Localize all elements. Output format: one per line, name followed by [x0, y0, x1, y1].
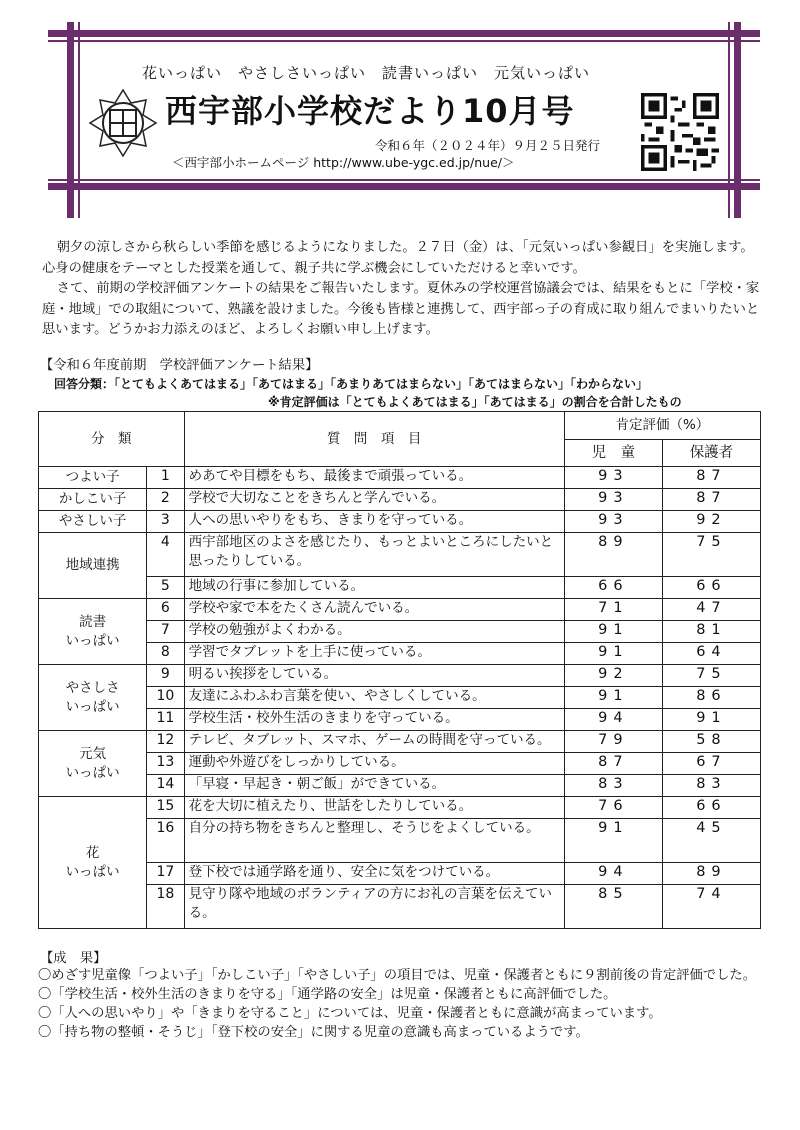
table-row	[39, 577, 761, 599]
table-row	[39, 753, 761, 775]
table-row	[39, 665, 761, 687]
table-row	[39, 797, 761, 819]
row-number: 4	[147, 533, 184, 577]
homepage-link[interactable]: ＜西宇部小ホームページ http://www.ube-ygc.ed.jp/nue/＞	[172, 155, 515, 170]
row-child-value: 91	[564, 643, 662, 665]
results-list	[38, 966, 763, 1042]
row-number: 16	[147, 819, 184, 863]
row-number: 3	[147, 511, 184, 533]
row-number: 14	[147, 775, 184, 797]
header-item: 質 問 項 目	[184, 412, 564, 467]
results-heading: 【成 果】	[40, 951, 107, 966]
table-row	[39, 511, 761, 533]
row-number: 13	[147, 753, 184, 775]
row-guardian-value: 45	[662, 819, 760, 863]
frame-top-line	[48, 40, 760, 42]
row-child-value: 89	[564, 533, 662, 577]
row-category: 花 いっぱい	[39, 797, 147, 929]
row-number: 15	[147, 797, 184, 819]
table-row	[39, 819, 761, 863]
row-question: テレビ、タブレット、スマホ、ゲームの時間を守っている。	[184, 731, 564, 753]
row-guardian-value: 83	[662, 775, 760, 797]
table-row	[39, 731, 761, 753]
row-question: 地域の行事に参加している。	[184, 577, 564, 599]
row-child-value: 91	[564, 819, 662, 863]
row-guardian-value: 74	[662, 885, 760, 929]
row-number: 17	[147, 863, 184, 885]
row-guardian-value: 87	[662, 489, 760, 511]
row-guardian-value: 75	[662, 533, 760, 577]
table-row	[39, 709, 761, 731]
frame-top-bar	[48, 30, 760, 37]
row-number: 8	[147, 643, 184, 665]
header-category: 分 類	[39, 412, 185, 467]
table-row	[39, 643, 761, 665]
table-row	[39, 467, 761, 489]
row-child-value: 66	[564, 577, 662, 599]
row-number: 12	[147, 731, 184, 753]
row-child-value: 71	[564, 599, 662, 621]
page-title: 西宇部小学校だより10月号	[165, 92, 575, 130]
intro-paragraph: さて、前期の学校評価アンケートの結果をご報告いたします。夏休みの学校運営協議会では、結果をもとに「学校・家庭・地域」での取組について、熟議を設けました。今後も皆様と連携して、西宇部っ子の育成に取り組んでまいりたいと思います。どうかお力添えのほど、よろしくお願い申し上げます。	[42, 281, 760, 337]
row-number: 9	[147, 665, 184, 687]
row-question: 友達にふわふわ言葉を使い、やさしくしている。	[184, 687, 564, 709]
frame-left-line	[78, 22, 80, 218]
table-row	[39, 775, 761, 797]
row-category: つよい子	[39, 467, 147, 489]
row-question: 運動や外遊びをしっかりしている。	[184, 753, 564, 775]
header-guardian: 保護者	[662, 440, 760, 467]
row-question: 学校生活・校外生活のきまりを守っている。	[184, 709, 564, 731]
row-question: 「早寝・早起き・朝ご飯」ができている。	[184, 775, 564, 797]
header-child: 児 童	[564, 440, 662, 467]
row-question: 学校の勉強がよくわかる。	[184, 621, 564, 643]
row-question: 学校や家で本をたくさん読んでいる。	[184, 599, 564, 621]
row-number: 5	[147, 577, 184, 599]
row-question: 自分の持ち物をきちんと整理し、そうじをよくしている。	[184, 819, 564, 863]
frame-bottom-bar	[48, 183, 760, 190]
row-child-value: 94	[564, 863, 662, 885]
row-child-value: 76	[564, 797, 662, 819]
row-number: 10	[147, 687, 184, 709]
table-row	[39, 621, 761, 643]
row-guardian-value: 75	[662, 665, 760, 687]
row-number: 18	[147, 885, 184, 929]
row-question: 登下校では通学路を通り、安全に気をつけている。	[184, 863, 564, 885]
row-guardian-value: 58	[662, 731, 760, 753]
school-emblem-icon	[88, 88, 158, 158]
survey-legend: 回答分類：「とてもよくあてはまる」「あてはまる」「あまりあてはまらない」「あてはまらない」「わからない」	[54, 377, 649, 391]
row-category: やさしさ いっぱい	[39, 665, 147, 731]
row-child-value: 91	[564, 687, 662, 709]
row-category: 読書 いっぱい	[39, 599, 147, 665]
table-row	[39, 489, 761, 511]
row-number: 1	[147, 467, 184, 489]
row-category: 地域連携	[39, 533, 147, 599]
row-child-value: 93	[564, 511, 662, 533]
row-question: 学校で大切なことをきちんと学んでいる。	[184, 489, 564, 511]
row-question: 見守り隊や地域のボランティアの方にお礼の言葉を伝えている。	[184, 885, 564, 929]
result-item: 〇めざす児童像「つよい子」「かしこい子」「やさしい子」の項目では、児童・保護者ともに９割前後の肯定評価でした。	[38, 968, 757, 983]
row-child-value: 93	[564, 489, 662, 511]
table-row	[39, 885, 761, 929]
row-guardian-value: 47	[662, 599, 760, 621]
result-item: 〇「学校生活・校外生活のきまりを守る」「通学路の安全」は児童・保護者ともに高評価でした。	[38, 987, 617, 1002]
row-child-value: 87	[564, 753, 662, 775]
row-child-value: 93	[564, 467, 662, 489]
row-guardian-value: 87	[662, 467, 760, 489]
survey-heading: 【令和６年度前期 学校評価アンケート結果】	[40, 358, 319, 373]
row-guardian-value: 91	[662, 709, 760, 731]
row-guardian-value: 66	[662, 797, 760, 819]
row-question: 西宇部地区のよさを感じたり、もっとよいところにしたいと思ったりしている。	[184, 533, 564, 577]
header-positive: 肯定評価（%）	[564, 412, 760, 440]
row-guardian-value: 92	[662, 511, 760, 533]
result-item: 〇「人への思いやり」や「きまりを守ること」については、児童・保護者ともに意識が高まっています。	[38, 1006, 662, 1021]
row-child-value: 92	[564, 665, 662, 687]
row-category: 元気 いっぱい	[39, 731, 147, 797]
result-item: 〇「持ち物の整頓・そうじ」「登下校の安全」に関する児童の意識も高まっているようです。	[38, 1025, 589, 1040]
survey-note: ※肯定評価は「とてもよくあてはまる」「あてはまる」の割合を合計したもの	[268, 395, 682, 409]
row-guardian-value: 86	[662, 687, 760, 709]
row-category: やさしい子	[39, 511, 147, 533]
frame-right-line	[728, 22, 730, 218]
survey-table	[38, 411, 761, 929]
row-number: 6	[147, 599, 184, 621]
frame-right-bar	[734, 22, 741, 218]
row-category: かしこい子	[39, 489, 147, 511]
slogan: 花いっぱい やさしさいっぱい 読書いっぱい 元気いっぱい	[142, 64, 591, 82]
row-child-value: 91	[564, 621, 662, 643]
row-guardian-value: 81	[662, 621, 760, 643]
row-child-value: 83	[564, 775, 662, 797]
row-child-value: 94	[564, 709, 662, 731]
row-number: 7	[147, 621, 184, 643]
row-number: 11	[147, 709, 184, 731]
row-guardian-value: 67	[662, 753, 760, 775]
row-question: めあてや目標をもち、最後まで頑張っている。	[184, 467, 564, 489]
intro-paragraph: 朝夕の涼しさから秋らしい季節を感じるようになりました。２７日（金）は、「元気いっぱい参観日」を実施します。心身の健康をテーマとした授業を通して、親子共に学ぶ機会にしていただけると幸いです。	[42, 240, 754, 276]
table-row	[39, 533, 761, 577]
table-row	[39, 599, 761, 621]
frame-bottom-line	[48, 179, 760, 181]
row-question: 花を大切に植えたり、世話をしたりしている。	[184, 797, 564, 819]
row-guardian-value: 66	[662, 577, 760, 599]
row-guardian-value: 64	[662, 643, 760, 665]
intro-text	[42, 238, 764, 341]
row-number: 2	[147, 489, 184, 511]
frame-left-bar	[67, 22, 74, 218]
row-guardian-value: 89	[662, 863, 760, 885]
row-question: 学習でタブレットを上手に使っている。	[184, 643, 564, 665]
survey-body	[39, 467, 761, 929]
table-row	[39, 687, 761, 709]
row-child-value: 85	[564, 885, 662, 929]
row-question: 明るい挨拶をしている。	[184, 665, 564, 687]
qr-code-icon[interactable]	[641, 93, 719, 171]
table-row	[39, 863, 761, 885]
row-child-value: 79	[564, 731, 662, 753]
issue-date: 令和６年（２０２４年）９月２５日発行	[375, 138, 601, 153]
row-question: 人への思いやりをもち、きまりを守っている。	[184, 511, 564, 533]
